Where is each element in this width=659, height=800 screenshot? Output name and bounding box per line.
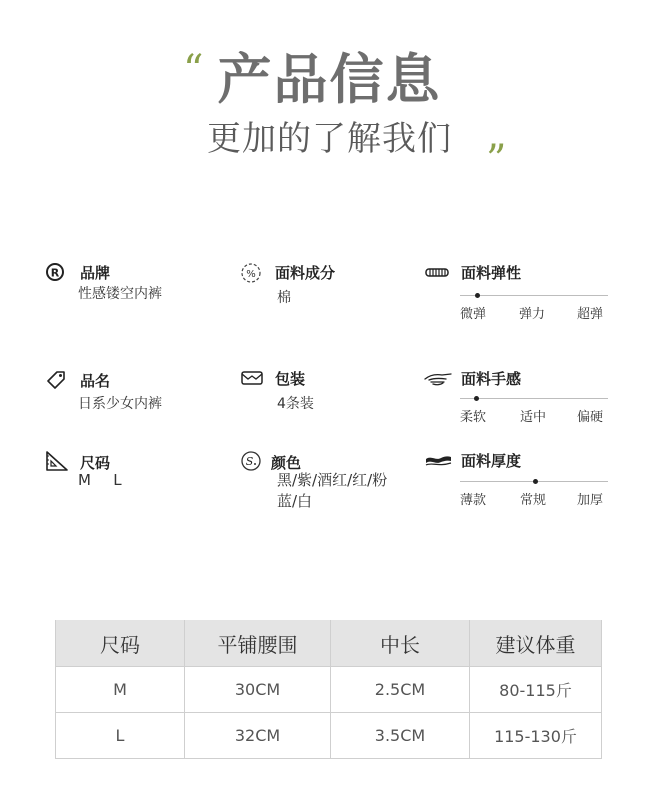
table-cell: L: [56, 713, 185, 759]
scale-mid: 适中: [520, 410, 547, 425]
size-table: [55, 620, 602, 759]
table-header-row: [56, 620, 602, 667]
close-quote: ”: [486, 137, 507, 183]
elasticity-scale: [460, 294, 608, 324]
table-cell: 32CM: [185, 713, 331, 759]
color-palette-icon: [240, 450, 266, 472]
scale-low: 薄款: [460, 493, 487, 508]
composition-label: 面料成分: [275, 264, 336, 282]
svg-text:R: R: [50, 266, 60, 280]
scale-mid: 常规: [520, 493, 547, 508]
composition-value: 棉: [277, 290, 291, 306]
column-header: 建议体重: [470, 620, 602, 667]
scale-marker: [533, 479, 538, 484]
scale-line: [460, 398, 608, 399]
fabric-layers-icon: [424, 450, 450, 472]
table-cell: 2.5CM: [331, 667, 470, 713]
tag-icon: [45, 368, 71, 390]
svg-text:%: %: [246, 269, 256, 280]
size-value: M L: [78, 471, 124, 489]
brand-value: 性感镂空内裤: [78, 286, 162, 302]
scale-low: 微弹: [460, 307, 487, 322]
table-cell: M: [56, 667, 185, 713]
thickness-label: 面料厚度: [461, 452, 522, 470]
table-cell: 115-130斤: [470, 713, 602, 759]
name-value: 日系少女内裤: [78, 396, 162, 412]
scale-high: 加厚: [577, 493, 604, 508]
scale-line: [460, 295, 608, 296]
scale-low: 柔软: [460, 410, 487, 425]
scale-high: 偏硬: [577, 410, 604, 425]
scale-high: 超弹: [577, 307, 604, 322]
open-quote: “: [183, 47, 204, 93]
svg-text:S: S: [245, 455, 254, 468]
column-header: 平铺腰围: [185, 620, 331, 667]
thickness-scale: [460, 480, 608, 510]
table-row: [56, 667, 602, 713]
color-label: 颜色: [271, 454, 302, 472]
elasticity-label: 面料弹性: [461, 264, 522, 282]
scale-marker: [474, 396, 479, 401]
feel-label: 面料手感: [461, 370, 522, 388]
page-subtitle: 更加的了解我们: [207, 119, 452, 159]
registered-icon: [45, 262, 71, 284]
column-header: 中长: [331, 620, 470, 667]
ruler-triangle-icon: [45, 450, 71, 472]
size-label: 尺码: [80, 454, 111, 472]
table-cell: 3.5CM: [331, 713, 470, 759]
color-value-line2: 蓝/白: [277, 492, 313, 510]
package-label: 包装: [275, 370, 306, 388]
feel-scale: [460, 397, 608, 427]
name-label: 品名: [80, 372, 111, 390]
scale-mid: 弹力: [519, 307, 546, 322]
percent-icon: [240, 262, 266, 284]
table-row: [56, 713, 602, 759]
package-value: 4条装: [277, 396, 314, 412]
spring-icon: [424, 262, 450, 284]
scale-marker: [475, 293, 480, 298]
page-title: 产品信息: [217, 48, 442, 111]
table-cell: 30CM: [185, 667, 331, 713]
color-value-line1: 黑/紫/酒红/红/粉: [277, 471, 388, 489]
package-icon: [240, 368, 266, 390]
brand-label: 品牌: [80, 264, 111, 282]
hand-icon: [424, 368, 450, 390]
table-cell: 80-115斤: [470, 667, 602, 713]
column-header: 尺码: [56, 620, 185, 667]
